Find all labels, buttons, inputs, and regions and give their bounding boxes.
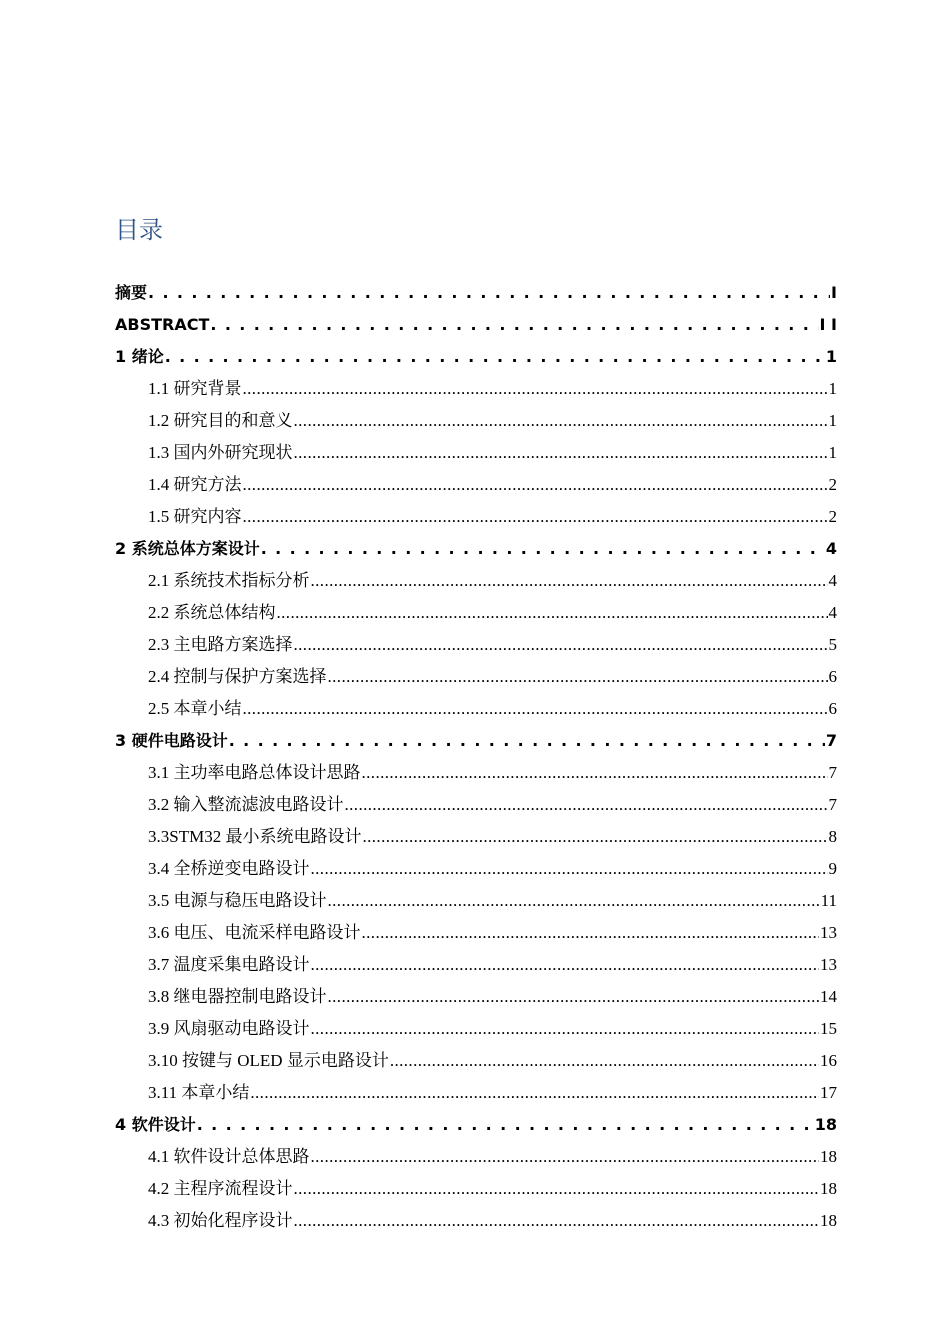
toc-dot-leader bbox=[165, 341, 825, 373]
toc-page-number: 6 bbox=[828, 699, 837, 718]
toc-page-number: 2 bbox=[828, 507, 837, 526]
toc-page-number: 6 bbox=[828, 667, 837, 686]
toc-entry-section[interactable] bbox=[115, 437, 837, 469]
toc-page-number: 18 bbox=[820, 1147, 837, 1166]
toc-entry-label: 1.4 研究方法 bbox=[148, 475, 242, 494]
toc-entry-section[interactable] bbox=[115, 469, 837, 501]
toc-page-number: 7 bbox=[828, 763, 837, 782]
toc-entry-chapter[interactable] bbox=[115, 277, 837, 309]
toc-entry-chapter[interactable] bbox=[115, 341, 837, 373]
toc-dot-leader bbox=[311, 949, 820, 981]
toc-entry-section[interactable] bbox=[115, 981, 837, 1013]
toc-dot-leader bbox=[250, 1077, 819, 1109]
toc-page-number: I bbox=[831, 283, 837, 302]
toc-entry-section[interactable] bbox=[115, 373, 837, 405]
toc-dot-leader bbox=[362, 757, 828, 789]
toc-dot-leader bbox=[229, 725, 825, 757]
toc-entry-chapter[interactable] bbox=[115, 309, 837, 341]
toc-entry-label: 3 硬件电路设计 bbox=[115, 731, 228, 750]
toc-page-number: 1 bbox=[828, 379, 837, 398]
toc-page-number: 7 bbox=[825, 731, 837, 750]
toc-entry-label: 3.9 风扇驱动电路设计 bbox=[148, 1019, 310, 1038]
toc-entry-chapter[interactable] bbox=[115, 533, 837, 565]
toc-page-number: 9 bbox=[828, 859, 837, 878]
toc-dot-leader bbox=[390, 1045, 819, 1077]
toc-page-number: 13 bbox=[820, 923, 837, 942]
toc-dot-leader bbox=[243, 693, 828, 725]
toc-entry-section[interactable] bbox=[115, 1173, 837, 1205]
toc-dot-leader bbox=[328, 885, 820, 917]
toc-entry-label: 4 软件设计 bbox=[115, 1115, 196, 1134]
toc-dot-leader bbox=[210, 309, 818, 341]
toc-entry-label: 4.2 主程序流程设计 bbox=[148, 1179, 293, 1198]
toc-entry-label: ABSTRACT bbox=[115, 315, 210, 334]
toc-entry-label: 1.3 国内外研究现状 bbox=[148, 443, 293, 462]
toc-entry-section[interactable] bbox=[115, 597, 837, 629]
toc-entry-label: 3.8 继电器控制电路设计 bbox=[148, 987, 327, 1006]
toc-entry-label: 4.3 初始化程序设计 bbox=[148, 1211, 293, 1230]
toc-entry-section[interactable] bbox=[115, 1013, 837, 1045]
toc-entry-chapter[interactable] bbox=[115, 725, 837, 757]
toc-entry-label: 2.1 系统技术指标分析 bbox=[148, 571, 310, 590]
table-of-contents bbox=[115, 277, 837, 1237]
toc-dot-leader bbox=[243, 501, 828, 533]
toc-entry-label: 3.2 输入整流滤波电路设计 bbox=[148, 795, 344, 814]
toc-dot-leader bbox=[311, 565, 828, 597]
toc-entry-section[interactable] bbox=[115, 405, 837, 437]
toc-page-number: 1 bbox=[825, 347, 837, 366]
toc-entry-label: 1 绪论 bbox=[115, 347, 164, 366]
toc-dot-leader bbox=[311, 1141, 820, 1173]
toc-page-number: 17 bbox=[820, 1083, 837, 1102]
toc-entry-section[interactable] bbox=[115, 1141, 837, 1173]
toc-dot-leader bbox=[328, 981, 820, 1013]
toc-entry-label: 1.5 研究内容 bbox=[148, 507, 242, 526]
toc-entry-label: 2.3 主电路方案选择 bbox=[148, 635, 293, 654]
toc-dot-leader bbox=[311, 1013, 820, 1045]
toc-entry-label: 3.3STM32 最小系统电路设计 bbox=[148, 827, 362, 846]
toc-entry-label: 3.10 按键与 OLED 显示电路设计 bbox=[148, 1051, 389, 1070]
toc-entry-section[interactable] bbox=[115, 1045, 837, 1077]
toc-dot-leader bbox=[294, 629, 828, 661]
toc-entry-label: 3.5 电源与稳压电路设计 bbox=[148, 891, 327, 910]
toc-entry-section[interactable] bbox=[115, 693, 837, 725]
toc-entry-label: 1.1 研究背景 bbox=[148, 379, 242, 398]
toc-entry-section[interactable] bbox=[115, 885, 837, 917]
toc-page-number: 18 bbox=[820, 1211, 837, 1230]
toc-entry-label: 4.1 软件设计总体思路 bbox=[148, 1147, 310, 1166]
toc-dot-leader bbox=[197, 1109, 814, 1141]
toc-entry-section[interactable] bbox=[115, 565, 837, 597]
toc-page-number: I I bbox=[819, 315, 837, 334]
toc-dot-leader bbox=[362, 821, 827, 853]
toc-entry-label: 1.2 研究目的和意义 bbox=[148, 411, 293, 430]
toc-page-number: 13 bbox=[820, 955, 837, 974]
toc-page-number: 7 bbox=[828, 795, 837, 814]
toc-entry-section[interactable] bbox=[115, 501, 837, 533]
toc-entry-label: 3.6 电压、电流采样电路设计 bbox=[148, 923, 361, 942]
toc-entry-section[interactable] bbox=[115, 757, 837, 789]
toc-dot-leader bbox=[362, 917, 820, 949]
toc-page-number: 15 bbox=[820, 1019, 837, 1038]
toc-entry-section[interactable] bbox=[115, 629, 837, 661]
toc-entry-label: 3.11 本章小结 bbox=[148, 1083, 250, 1102]
page-title: 目录 bbox=[115, 216, 163, 245]
toc-page-number: 11 bbox=[820, 891, 837, 910]
toc-entry-label: 2.2 系统总体结构 bbox=[148, 603, 276, 622]
toc-entry-section[interactable] bbox=[115, 853, 837, 885]
toc-page-number: 5 bbox=[828, 635, 837, 654]
toc-entry-label: 3.1 主功率电路总体设计思路 bbox=[148, 763, 361, 782]
toc-dot-leader bbox=[294, 1173, 820, 1205]
toc-dot-leader bbox=[277, 597, 828, 629]
toc-page-number: 2 bbox=[828, 475, 837, 494]
toc-page-number: 4 bbox=[825, 539, 837, 558]
toc-entry-section[interactable] bbox=[115, 661, 837, 693]
toc-entry-section[interactable] bbox=[115, 949, 837, 981]
toc-page-number: 18 bbox=[820, 1179, 837, 1198]
toc-entry-label: 3.7 温度采集电路设计 bbox=[148, 955, 310, 974]
toc-dot-leader bbox=[148, 277, 830, 309]
toc-entry-section[interactable] bbox=[115, 821, 837, 853]
toc-entry-chapter[interactable] bbox=[115, 1109, 837, 1141]
toc-dot-leader bbox=[311, 853, 828, 885]
toc-entry-label: 2 系统总体方案设计 bbox=[115, 539, 260, 558]
toc-dot-leader bbox=[294, 1205, 820, 1237]
toc-page-number: 8 bbox=[828, 827, 837, 846]
toc-entry-section[interactable] bbox=[115, 1205, 837, 1237]
toc-dot-leader bbox=[328, 661, 828, 693]
toc-page-number: 1 bbox=[828, 411, 837, 430]
toc-page-number: 14 bbox=[820, 987, 837, 1006]
toc-entry-label: 2.4 控制与保护方案选择 bbox=[148, 667, 327, 686]
toc-entry-section[interactable] bbox=[115, 1077, 837, 1109]
toc-page-number: 1 bbox=[828, 443, 837, 462]
toc-entry-section[interactable] bbox=[115, 789, 837, 821]
toc-entry-section[interactable] bbox=[115, 917, 837, 949]
toc-dot-leader bbox=[294, 405, 828, 437]
toc-entry-label: 摘要 bbox=[115, 283, 148, 302]
toc-page-number: 4 bbox=[828, 603, 837, 622]
toc-dot-leader bbox=[294, 437, 828, 469]
toc-dot-leader bbox=[345, 789, 828, 821]
toc-page-number: 4 bbox=[828, 571, 837, 590]
toc-entry-label: 2.5 本章小结 bbox=[148, 699, 242, 718]
toc-dot-leader bbox=[243, 373, 828, 405]
toc-dot-leader bbox=[261, 533, 825, 565]
toc-page-number: 18 bbox=[814, 1115, 837, 1134]
toc-dot-leader bbox=[243, 469, 828, 501]
toc-page-number: 16 bbox=[820, 1051, 837, 1070]
toc-entry-label: 3.4 全桥逆变电路设计 bbox=[148, 859, 310, 878]
